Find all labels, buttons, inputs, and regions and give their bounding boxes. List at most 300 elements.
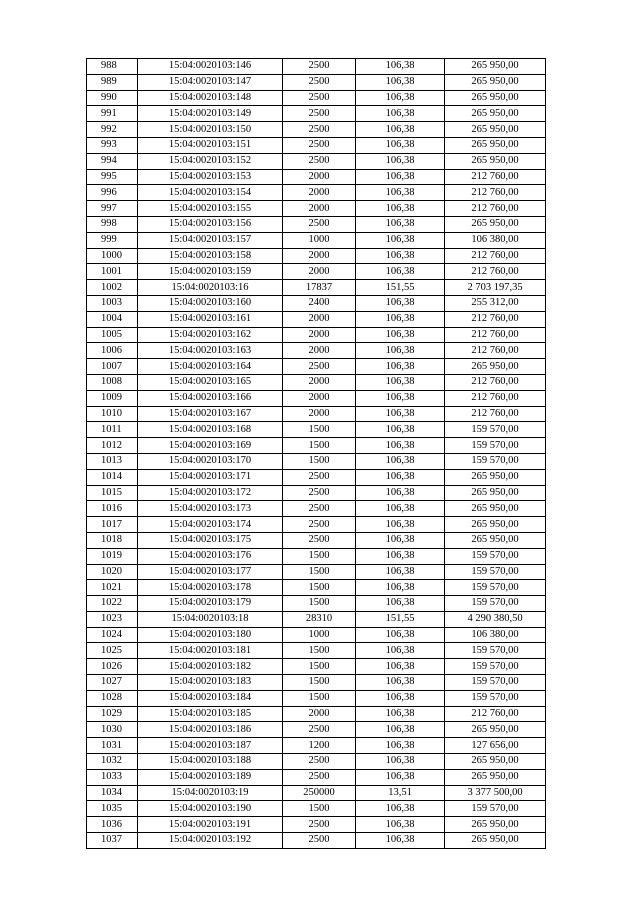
table-row xyxy=(87,801,546,817)
area-cell: 2500 xyxy=(283,122,356,138)
specific-value-cell: 106,38 xyxy=(356,817,445,833)
cadastral-number-cell: 15:04:0020103:148 xyxy=(138,90,283,106)
cadastral-value-cell: 212 760,00 xyxy=(445,311,546,327)
area-cell: 2500 xyxy=(283,106,356,122)
cadastral-value-cell: 212 760,00 xyxy=(445,390,546,406)
area-cell: 2000 xyxy=(283,374,356,390)
specific-value-cell: 106,38 xyxy=(356,137,445,153)
cadastral-number-cell: 15:04:0020103:158 xyxy=(138,248,283,264)
area-cell: 1000 xyxy=(283,627,356,643)
cadastral-number-cell: 15:04:0020103:169 xyxy=(138,438,283,454)
cadastral-value-cell: 159 570,00 xyxy=(445,564,546,580)
area-cell: 2500 xyxy=(283,817,356,833)
cadastral-value-cell: 159 570,00 xyxy=(445,422,546,438)
area-cell: 1500 xyxy=(283,596,356,612)
table-row xyxy=(87,137,546,153)
row-number-cell: 1033 xyxy=(87,769,138,785)
row-number-cell: 1004 xyxy=(87,311,138,327)
cadastral-number-cell: 15:04:0020103:182 xyxy=(138,659,283,675)
cadastral-number-cell: 15:04:0020103:192 xyxy=(138,833,283,849)
row-number-cell: 1029 xyxy=(87,706,138,722)
specific-value-cell: 106,38 xyxy=(356,659,445,675)
cadastral-value-cell: 212 760,00 xyxy=(445,327,546,343)
row-number-cell: 1017 xyxy=(87,517,138,533)
cadastral-number-cell: 15:04:0020103:16 xyxy=(138,280,283,296)
area-cell: 2000 xyxy=(283,327,356,343)
row-number-cell: 996 xyxy=(87,185,138,201)
cadastral-value-cell: 159 570,00 xyxy=(445,659,546,675)
table-row xyxy=(87,706,546,722)
specific-value-cell: 106,38 xyxy=(356,722,445,738)
cadastral-value-cell: 212 760,00 xyxy=(445,201,546,217)
area-cell: 2500 xyxy=(283,153,356,169)
area-cell: 1500 xyxy=(283,453,356,469)
row-number-cell: 991 xyxy=(87,106,138,122)
row-number-cell: 1014 xyxy=(87,469,138,485)
specific-value-cell: 106,38 xyxy=(356,248,445,264)
table-row xyxy=(87,501,546,517)
specific-value-cell: 106,38 xyxy=(356,59,445,75)
area-cell: 2000 xyxy=(283,185,356,201)
cadastral-value-cell: 212 760,00 xyxy=(445,185,546,201)
table-row xyxy=(87,295,546,311)
cadastral-number-cell: 15:04:0020103:178 xyxy=(138,580,283,596)
cadastral-value-cell: 159 570,00 xyxy=(445,596,546,612)
row-number-cell: 992 xyxy=(87,122,138,138)
cadastral-number-cell: 15:04:0020103:170 xyxy=(138,453,283,469)
row-number-cell: 1023 xyxy=(87,611,138,627)
cadastral-number-cell: 15:04:0020103:19 xyxy=(138,785,283,801)
table-row xyxy=(87,564,546,580)
specific-value-cell: 106,38 xyxy=(356,438,445,454)
specific-value-cell: 106,38 xyxy=(356,390,445,406)
row-number-cell: 993 xyxy=(87,137,138,153)
cadastral-value-cell: 4 290 380,50 xyxy=(445,611,546,627)
row-number-cell: 1028 xyxy=(87,690,138,706)
specific-value-cell: 106,38 xyxy=(356,374,445,390)
area-cell: 2500 xyxy=(283,769,356,785)
table-row xyxy=(87,722,546,738)
specific-value-cell: 106,38 xyxy=(356,153,445,169)
cadastral-value-cell: 265 950,00 xyxy=(445,122,546,138)
row-number-cell: 1035 xyxy=(87,801,138,817)
cadastral-number-cell: 15:04:0020103:159 xyxy=(138,264,283,280)
table-row xyxy=(87,580,546,596)
area-cell: 2000 xyxy=(283,201,356,217)
specific-value-cell: 106,38 xyxy=(356,201,445,217)
table-row xyxy=(87,643,546,659)
table-row xyxy=(87,469,546,485)
cadastral-number-cell: 15:04:0020103:18 xyxy=(138,611,283,627)
cadastral-value-cell: 265 950,00 xyxy=(445,90,546,106)
row-number-cell: 1015 xyxy=(87,485,138,501)
cadastral-value-cell: 265 950,00 xyxy=(445,59,546,75)
row-number-cell: 990 xyxy=(87,90,138,106)
area-cell: 2000 xyxy=(283,311,356,327)
area-cell: 2500 xyxy=(283,359,356,375)
specific-value-cell: 106,38 xyxy=(356,453,445,469)
table-row xyxy=(87,754,546,770)
area-cell: 28310 xyxy=(283,611,356,627)
row-number-cell: 1018 xyxy=(87,532,138,548)
cadastral-number-cell: 15:04:0020103:166 xyxy=(138,390,283,406)
cadastral-number-cell: 15:04:0020103:151 xyxy=(138,137,283,153)
cadastral-value-cell: 212 760,00 xyxy=(445,374,546,390)
specific-value-cell: 106,38 xyxy=(356,169,445,185)
table-row xyxy=(87,153,546,169)
specific-value-cell: 106,38 xyxy=(356,422,445,438)
specific-value-cell: 106,38 xyxy=(356,738,445,754)
row-number-cell: 1022 xyxy=(87,596,138,612)
table-row xyxy=(87,122,546,138)
row-number-cell: 1037 xyxy=(87,833,138,849)
row-number-cell: 1021 xyxy=(87,580,138,596)
table-row xyxy=(87,280,546,296)
cadastral-number-cell: 15:04:0020103:187 xyxy=(138,738,283,754)
cadastral-number-cell: 15:04:0020103:179 xyxy=(138,596,283,612)
specific-value-cell: 106,38 xyxy=(356,596,445,612)
cadastral-value-cell: 212 760,00 xyxy=(445,248,546,264)
cadastral-number-cell: 15:04:0020103:175 xyxy=(138,532,283,548)
cadastral-number-cell: 15:04:0020103:157 xyxy=(138,232,283,248)
cadastral-value-cell: 265 950,00 xyxy=(445,216,546,232)
row-number-cell: 1016 xyxy=(87,501,138,517)
cadastral-number-cell: 15:04:0020103:176 xyxy=(138,548,283,564)
cadastral-value-cell: 159 570,00 xyxy=(445,453,546,469)
table-row xyxy=(87,406,546,422)
cadastral-number-cell: 15:04:0020103:164 xyxy=(138,359,283,375)
specific-value-cell: 106,38 xyxy=(356,627,445,643)
row-number-cell: 1010 xyxy=(87,406,138,422)
row-number-cell: 989 xyxy=(87,74,138,90)
cadastral-number-cell: 15:04:0020103:162 xyxy=(138,327,283,343)
cadastral-value-cell: 159 570,00 xyxy=(445,548,546,564)
row-number-cell: 1008 xyxy=(87,374,138,390)
specific-value-cell: 106,38 xyxy=(356,532,445,548)
cadastral-number-cell: 15:04:0020103:146 xyxy=(138,59,283,75)
area-cell: 2000 xyxy=(283,390,356,406)
row-number-cell: 1026 xyxy=(87,659,138,675)
row-number-cell: 1003 xyxy=(87,295,138,311)
cadastral-number-cell: 15:04:0020103:184 xyxy=(138,690,283,706)
table-row xyxy=(87,611,546,627)
row-number-cell: 1020 xyxy=(87,564,138,580)
row-number-cell: 1030 xyxy=(87,722,138,738)
row-number-cell: 1034 xyxy=(87,785,138,801)
cadastral-number-cell: 15:04:0020103:188 xyxy=(138,754,283,770)
row-number-cell: 1019 xyxy=(87,548,138,564)
specific-value-cell: 106,38 xyxy=(356,216,445,232)
row-number-cell: 1012 xyxy=(87,438,138,454)
specific-value-cell: 106,38 xyxy=(356,185,445,201)
area-cell: 2500 xyxy=(283,517,356,533)
area-cell: 2000 xyxy=(283,248,356,264)
specific-value-cell: 106,38 xyxy=(356,74,445,90)
cadastral-value-cell: 159 570,00 xyxy=(445,675,546,691)
specific-value-cell: 106,38 xyxy=(356,343,445,359)
cadastral-value-cell: 265 950,00 xyxy=(445,517,546,533)
cadastral-number-cell: 15:04:0020103:186 xyxy=(138,722,283,738)
cadastral-value-cell: 265 950,00 xyxy=(445,469,546,485)
row-number-cell: 1032 xyxy=(87,754,138,770)
area-cell: 2500 xyxy=(283,501,356,517)
table-row xyxy=(87,248,546,264)
cadastral-number-cell: 15:04:0020103:174 xyxy=(138,517,283,533)
specific-value-cell: 151,55 xyxy=(356,280,445,296)
table-row xyxy=(87,438,546,454)
cadastral-value-cell: 159 570,00 xyxy=(445,801,546,817)
specific-value-cell: 106,38 xyxy=(356,311,445,327)
cadastral-number-cell: 15:04:0020103:165 xyxy=(138,374,283,390)
table-row xyxy=(87,453,546,469)
cadastral-value-cell: 159 570,00 xyxy=(445,438,546,454)
row-number-cell: 1002 xyxy=(87,280,138,296)
cadastral-number-cell: 15:04:0020103:190 xyxy=(138,801,283,817)
area-cell: 2500 xyxy=(283,216,356,232)
row-number-cell: 1007 xyxy=(87,359,138,375)
table-row xyxy=(87,232,546,248)
specific-value-cell: 106,38 xyxy=(356,754,445,770)
cadastral-number-cell: 15:04:0020103:168 xyxy=(138,422,283,438)
table-row xyxy=(87,627,546,643)
specific-value-cell: 13,51 xyxy=(356,785,445,801)
cadastral-number-cell: 15:04:0020103:150 xyxy=(138,122,283,138)
cadastral-number-cell: 15:04:0020103:180 xyxy=(138,627,283,643)
table-row xyxy=(87,690,546,706)
table-row xyxy=(87,517,546,533)
cadastral-number-cell: 15:04:0020103:160 xyxy=(138,295,283,311)
row-number-cell: 1009 xyxy=(87,390,138,406)
area-cell: 1500 xyxy=(283,422,356,438)
table-row xyxy=(87,169,546,185)
specific-value-cell: 106,38 xyxy=(356,327,445,343)
area-cell: 2500 xyxy=(283,469,356,485)
area-cell: 2000 xyxy=(283,264,356,280)
table-row xyxy=(87,769,546,785)
table-row xyxy=(87,74,546,90)
specific-value-cell: 106,38 xyxy=(356,359,445,375)
area-cell: 2000 xyxy=(283,406,356,422)
specific-value-cell: 106,38 xyxy=(356,501,445,517)
table-row xyxy=(87,833,546,849)
cadastral-number-cell: 15:04:0020103:172 xyxy=(138,485,283,501)
cadastral-value-cell: 212 760,00 xyxy=(445,169,546,185)
table-row xyxy=(87,343,546,359)
cadastral-value-cell: 265 950,00 xyxy=(445,722,546,738)
area-cell: 2500 xyxy=(283,137,356,153)
area-cell: 1500 xyxy=(283,643,356,659)
row-number-cell: 1001 xyxy=(87,264,138,280)
cadastral-value-cell: 127 656,00 xyxy=(445,738,546,754)
table-row xyxy=(87,216,546,232)
cadastral-number-cell: 15:04:0020103:147 xyxy=(138,74,283,90)
cadastral-value-cell: 106 380,00 xyxy=(445,232,546,248)
table-row xyxy=(87,548,546,564)
specific-value-cell: 106,38 xyxy=(356,90,445,106)
cadastral-number-cell: 15:04:0020103:149 xyxy=(138,106,283,122)
cadastral-value-cell: 265 950,00 xyxy=(445,359,546,375)
table-row xyxy=(87,817,546,833)
area-cell: 1000 xyxy=(283,232,356,248)
cadastral-value-cell: 265 950,00 xyxy=(445,532,546,548)
area-cell: 1500 xyxy=(283,801,356,817)
cadastral-value-cell: 265 950,00 xyxy=(445,817,546,833)
area-cell: 2000 xyxy=(283,706,356,722)
area-cell: 2000 xyxy=(283,343,356,359)
area-cell: 1500 xyxy=(283,438,356,454)
row-number-cell: 1031 xyxy=(87,738,138,754)
cadastral-number-cell: 15:04:0020103:161 xyxy=(138,311,283,327)
cadastral-number-cell: 15:04:0020103:156 xyxy=(138,216,283,232)
specific-value-cell: 106,38 xyxy=(356,295,445,311)
cadastral-number-cell: 15:04:0020103:177 xyxy=(138,564,283,580)
table-row xyxy=(87,327,546,343)
area-cell: 1200 xyxy=(283,738,356,754)
area-cell: 17837 xyxy=(283,280,356,296)
row-number-cell: 999 xyxy=(87,232,138,248)
cadastral-value-cell: 3 377 500,00 xyxy=(445,785,546,801)
table-row xyxy=(87,106,546,122)
area-cell: 1500 xyxy=(283,659,356,675)
row-number-cell: 1025 xyxy=(87,643,138,659)
area-cell: 2500 xyxy=(283,74,356,90)
specific-value-cell: 106,38 xyxy=(356,580,445,596)
cadastral-number-cell: 15:04:0020103:154 xyxy=(138,185,283,201)
area-cell: 2000 xyxy=(283,169,356,185)
row-number-cell: 1013 xyxy=(87,453,138,469)
specific-value-cell: 106,38 xyxy=(356,232,445,248)
cadastral-value-cell: 2 703 197,35 xyxy=(445,280,546,296)
specific-value-cell: 106,38 xyxy=(356,106,445,122)
table-row xyxy=(87,201,546,217)
cadastral-value-cell: 106 380,00 xyxy=(445,627,546,643)
specific-value-cell: 106,38 xyxy=(356,833,445,849)
area-cell: 2500 xyxy=(283,90,356,106)
cadastral-number-cell: 15:04:0020103:189 xyxy=(138,769,283,785)
cadastral-value-cell: 265 950,00 xyxy=(445,153,546,169)
area-cell: 250000 xyxy=(283,785,356,801)
cadastral-number-cell: 15:04:0020103:185 xyxy=(138,706,283,722)
specific-value-cell: 151,55 xyxy=(356,611,445,627)
row-number-cell: 997 xyxy=(87,201,138,217)
area-cell: 1500 xyxy=(283,675,356,691)
row-number-cell: 1005 xyxy=(87,327,138,343)
specific-value-cell: 106,38 xyxy=(356,690,445,706)
area-cell: 2500 xyxy=(283,833,356,849)
cadastral-number-cell: 15:04:0020103:167 xyxy=(138,406,283,422)
cadastral-value-cell: 265 950,00 xyxy=(445,501,546,517)
cadastral-number-cell: 15:04:0020103:181 xyxy=(138,643,283,659)
table-row xyxy=(87,785,546,801)
cadastral-number-cell: 15:04:0020103:183 xyxy=(138,675,283,691)
cadastral-value-cell: 265 950,00 xyxy=(445,769,546,785)
table-body xyxy=(87,59,546,849)
cadastral-value-cell: 265 950,00 xyxy=(445,74,546,90)
cadastral-value-cell: 265 950,00 xyxy=(445,485,546,501)
table-row xyxy=(87,390,546,406)
row-number-cell: 995 xyxy=(87,169,138,185)
specific-value-cell: 106,38 xyxy=(356,564,445,580)
cadastral-value-cell: 159 570,00 xyxy=(445,643,546,659)
table-row xyxy=(87,374,546,390)
cadastral-number-cell: 15:04:0020103:155 xyxy=(138,201,283,217)
cadastral-value-cell: 265 950,00 xyxy=(445,754,546,770)
area-cell: 2500 xyxy=(283,754,356,770)
specific-value-cell: 106,38 xyxy=(356,548,445,564)
specific-value-cell: 106,38 xyxy=(356,769,445,785)
table-row xyxy=(87,596,546,612)
cadastral-number-cell: 15:04:0020103:171 xyxy=(138,469,283,485)
table-row xyxy=(87,185,546,201)
specific-value-cell: 106,38 xyxy=(356,122,445,138)
table-row xyxy=(87,311,546,327)
specific-value-cell: 106,38 xyxy=(356,706,445,722)
row-number-cell: 998 xyxy=(87,216,138,232)
row-number-cell: 1006 xyxy=(87,343,138,359)
cadastral-number-cell: 15:04:0020103:153 xyxy=(138,169,283,185)
cadastral-value-cell: 265 950,00 xyxy=(445,137,546,153)
cadastral-number-cell: 15:04:0020103:152 xyxy=(138,153,283,169)
table-row xyxy=(87,532,546,548)
table-row xyxy=(87,675,546,691)
table-row xyxy=(87,59,546,75)
row-number-cell: 1027 xyxy=(87,675,138,691)
area-cell: 2500 xyxy=(283,59,356,75)
cadastral-value-cell: 212 760,00 xyxy=(445,706,546,722)
area-cell: 1500 xyxy=(283,690,356,706)
row-number-cell: 1036 xyxy=(87,817,138,833)
cadastral-value-cell: 265 950,00 xyxy=(445,833,546,849)
specific-value-cell: 106,38 xyxy=(356,485,445,501)
table-row xyxy=(87,659,546,675)
area-cell: 1500 xyxy=(283,580,356,596)
table-row xyxy=(87,90,546,106)
row-number-cell: 1011 xyxy=(87,422,138,438)
row-number-cell: 1024 xyxy=(87,627,138,643)
area-cell: 1500 xyxy=(283,548,356,564)
table-row xyxy=(87,422,546,438)
row-number-cell: 994 xyxy=(87,153,138,169)
area-cell: 2500 xyxy=(283,722,356,738)
table-row xyxy=(87,485,546,501)
specific-value-cell: 106,38 xyxy=(356,264,445,280)
specific-value-cell: 106,38 xyxy=(356,469,445,485)
row-number-cell: 988 xyxy=(87,59,138,75)
area-cell: 1500 xyxy=(283,564,356,580)
specific-value-cell: 106,38 xyxy=(356,675,445,691)
cadastral-value-cell: 159 570,00 xyxy=(445,580,546,596)
cadastral-number-cell: 15:04:0020103:163 xyxy=(138,343,283,359)
table-row xyxy=(87,264,546,280)
area-cell: 2500 xyxy=(283,485,356,501)
cadastral-value-cell: 265 950,00 xyxy=(445,106,546,122)
specific-value-cell: 106,38 xyxy=(356,406,445,422)
cadastral-value-cell: 255 312,00 xyxy=(445,295,546,311)
cadastral-value-cell: 212 760,00 xyxy=(445,264,546,280)
area-cell: 2500 xyxy=(283,532,356,548)
cadastral-value-cell: 159 570,00 xyxy=(445,690,546,706)
table-row xyxy=(87,738,546,754)
cadastral-number-cell: 15:04:0020103:173 xyxy=(138,501,283,517)
cadastral-number-cell: 15:04:0020103:191 xyxy=(138,817,283,833)
table-row xyxy=(87,359,546,375)
area-cell: 2400 xyxy=(283,295,356,311)
specific-value-cell: 106,38 xyxy=(356,643,445,659)
specific-value-cell: 106,38 xyxy=(356,801,445,817)
specific-value-cell: 106,38 xyxy=(356,517,445,533)
row-number-cell: 1000 xyxy=(87,248,138,264)
cadastral-value-cell: 212 760,00 xyxy=(445,406,546,422)
